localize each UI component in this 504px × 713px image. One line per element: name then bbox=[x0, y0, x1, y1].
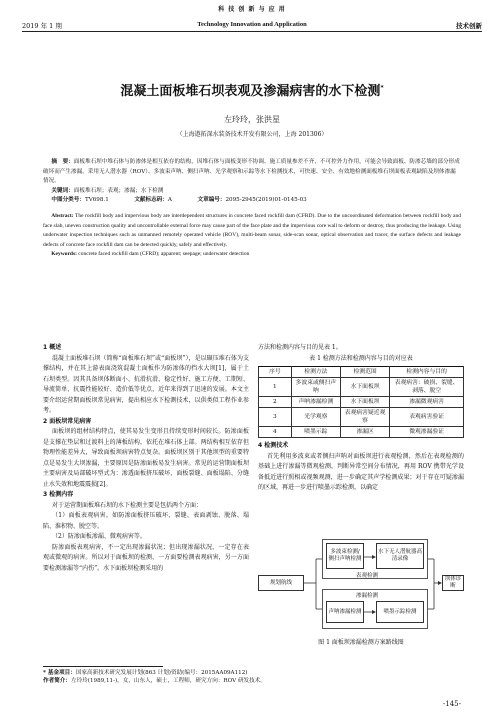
abstract-en bbox=[43, 212, 461, 260]
table-cell: 4 bbox=[259, 427, 292, 438]
doc-label: 文献标志码： bbox=[134, 197, 168, 204]
funding-text: 国家高新技术研究发展计划(863 计划)资助(编号：2015AA09A112) bbox=[75, 670, 248, 676]
paragraph-content-detail: 防渗面板表观病害，不一定出现渗漏状况；但出现渗漏状况，一定存在表观或微观的病害。所以对于面板坝的检测，一方面要检测表观病害，另一方面要检测渗漏等“内伤”。水下面板坝检测采用的 bbox=[43, 543, 249, 572]
cls-label: 中图分类号： bbox=[51, 197, 85, 204]
table-row bbox=[259, 427, 464, 438]
table-row bbox=[259, 408, 464, 427]
funding-note bbox=[43, 669, 461, 677]
abstract-en-label: Abstract: bbox=[51, 213, 74, 219]
abstract-cn-paragraph bbox=[43, 158, 461, 187]
rov-video-box: 水下无人潜航器高清录像 bbox=[376, 543, 424, 569]
table-cell: 渗漏区 bbox=[340, 427, 389, 438]
table-header-cell: 序号 bbox=[259, 367, 292, 378]
table-row bbox=[259, 378, 464, 397]
keywords-cn-text: 面板堆石坝；表观；渗漏；水下检测 bbox=[73, 187, 164, 194]
methods-table bbox=[258, 366, 464, 438]
author-bio-label: 作者简介： bbox=[43, 678, 71, 684]
funding-label: * 基金项目： bbox=[43, 670, 76, 676]
paragraph-content-intro: 对于运营期面板堆石坝的水下检测主要是包括两个方面： bbox=[52, 501, 203, 509]
article-no-label: 文章编号： bbox=[197, 197, 226, 204]
paragraph-table-intro: 方法和检测内容与目的见表 1。 bbox=[258, 344, 342, 351]
abstract-cn-label: 摘 要： bbox=[51, 159, 74, 165]
affiliation: （上海遨拓深水装备技术开发有限公司，上海 201306） bbox=[176, 131, 328, 138]
abstract-cn-text: 面板堆石坝中堆石体与防渗体是相互依存的结构，因堆石体与面板变形不协调、施工质量参差不齐，不可控外力作用，可能会导致面板、防渗芯墙的部分形成破坏而产生渗漏。采用无人潜水器（ROV）、多波束声呐、侧扫声呐、光学观察和示踪等水下检测技术，可快速、安全、有效地检测面板堆石坝面板表观缺陷及坝体渗漏情况。 bbox=[43, 159, 460, 185]
keywords-cn-label: 关键词： bbox=[51, 187, 74, 194]
footnote-rule bbox=[43, 666, 163, 667]
paragraph-item-2: （2）防渗面板渗漏、微观病害等。 bbox=[52, 533, 146, 540]
doc-value: A bbox=[167, 197, 172, 204]
author-bio-text: 左玲玲(1989,11-)，女，山东人，硕士，工程师，研究方向：ROV 研发技术。 bbox=[70, 678, 266, 684]
table-cell: 喷墨示踪 bbox=[291, 427, 340, 438]
table-row bbox=[259, 397, 464, 408]
table-cell: 表观病害：破损、裂缝、剥落、脱空 bbox=[390, 378, 464, 397]
table-cell: 3 bbox=[259, 408, 292, 427]
table-cell: 水下面板坝 bbox=[340, 397, 389, 408]
abstract-en-paragraph bbox=[43, 212, 461, 250]
abstract-cn bbox=[43, 158, 461, 206]
table-header-cell: 检测方法 bbox=[291, 367, 340, 378]
keywords-en-label: Keywords: bbox=[51, 251, 77, 258]
column-name: 技术创新 bbox=[456, 22, 482, 30]
paragraph-techniques: 首先利用多波束或者侧扫声呐对面板坝进行表观检测，然后在表观检测的基础上进行渗漏等微观检测，判断异常空间分布情况，再用 ROV 携带光学设备抵近进行照相或视频观测，进一步确定其声学检测成果；对于存在可疑渗漏的区域，再进一步进行喷墨示踪检测，以确定 bbox=[258, 452, 464, 491]
page-number: -145- bbox=[442, 700, 461, 708]
title-footnote-mark: * bbox=[380, 84, 384, 92]
table-cell: 表观病害疑近观察 bbox=[340, 408, 389, 427]
keywords-en-text: concrete faced rockfill dam (CFRD); apparent; seepage; underwater detection bbox=[78, 251, 250, 258]
table-cell: 光学观察 bbox=[291, 408, 340, 427]
section-heading-4: 4 检测技术 bbox=[258, 442, 289, 449]
table-cell: 2 bbox=[259, 397, 292, 408]
route-planning-box: 规划航线 bbox=[258, 575, 304, 591]
paragraph-item-1: （1）面板表观病害。如防渗面板挤压破坏、裂缝、表面剥蚀、脱落、塌陷、淮积物、脱空等。 bbox=[43, 512, 249, 530]
keywords-cn bbox=[43, 187, 461, 197]
sonar-inspection-box: 多波束检测/侧扫声呐检测 bbox=[326, 543, 364, 569]
body-right-column bbox=[258, 343, 464, 494]
table-cell: 表观病害验证 bbox=[390, 408, 464, 427]
journal-name-en: Technology Innovation and Application bbox=[197, 21, 307, 28]
body-left-column bbox=[43, 343, 249, 574]
cls-value: TV698.1 bbox=[84, 197, 109, 204]
ink-tracer-box: 喷墨示踪检测 bbox=[376, 601, 424, 623]
figure-caption: 图 1 面板坝渗漏检测方案路线图 bbox=[318, 639, 404, 646]
table-header-row bbox=[259, 367, 464, 378]
article-title-text: 混凝土面板堆石坝表观及渗漏病害的水下检测 bbox=[120, 84, 381, 99]
table-caption: 表 1 检测方法和检测内容与目的对应表 bbox=[309, 354, 413, 362]
sonar-leakage-box: 声呐渗漏检测 bbox=[326, 601, 364, 623]
table-cell: 微观渗漏验证 bbox=[390, 427, 464, 438]
section-heading-1: 1 概述 bbox=[43, 344, 62, 351]
header-rule bbox=[22, 31, 482, 32]
paragraph-overview: 混凝土面板堆石坝（简称“面板堆石坝”或“面板坝”），是以碾压堆石体为支撑结构，并在其上游表面浇筑混凝土面板作为防渗体的挡水大坝[1]，属于土石坝类型。因其具备坝体断面小、抗滑抗滑、稳定性好、施工方便、工期短、导流简单、抗震性能较好、造价低等优点，近年来得到了迅速的发展。本文主要介绍运营期面板坝常见病害，提出相应水下检测技术，以供类似工程作业参考。 bbox=[43, 354, 249, 414]
section-heading-2: 2 面板坝常见病害 bbox=[43, 417, 92, 425]
journal-name: 科 技 创 新 与 应 用 bbox=[218, 6, 286, 13]
flow-diagram bbox=[258, 533, 464, 633]
section-heading-3: 3 检测内容 bbox=[43, 491, 74, 498]
table-header-cell: 检测内容与目的 bbox=[390, 367, 464, 378]
table-header-cell: 检测范围 bbox=[340, 367, 389, 378]
table-cell: 声呐渗漏检测 bbox=[291, 397, 340, 408]
paragraph-defects: 面板坝的组材结构特点，使其易发生变形且持续变形时间较长。防渗面板是支撑在垫层和过渡料上的薄板结构，依托在堆石体上部。两结构相互依存但物理性能差异大，导致面板坝病害特点复杂。面板坝区别于其他坝型的重要特点是易发生大坝渗漏，主要原因是防渗面板易发生病害。常见的运营期面板坝主要病害及局部破坏型式为：渗透面板挤压破坏、面板裂缝、面板塌陷、分缝止水失效和地震震损[2]。 bbox=[43, 428, 249, 488]
article-no-value: 2095-2945(2019)01-0145-03 bbox=[225, 197, 307, 204]
article-title bbox=[0, 80, 504, 99]
footnote bbox=[43, 669, 461, 685]
issue-date: 2019 年 1 期 bbox=[22, 22, 62, 30]
abstract-en-text: The rockfill body and impervious body are interdependent structures in concrete faced rockfill dam (CFRD). Due to the uncoordinated deformation between rockfill body and face slab, uneven construction quality and uncontrollable external force may cause part of the face plate and the impervious core wall to deform or destroy, thus producing the leakage. Using underwater inspection techniques such as unmanned remotely operated vehicle (ROV), multi-beam sonar, side-scan sonar, optical observation and tracer, the surface defects and leakage defects of concrete face rockfill dam can be detected quickly, safely and effectively. bbox=[43, 213, 462, 248]
table-cell: 水下面板坝 bbox=[340, 378, 389, 397]
dam-diagnosis-box: 坝体诊断 bbox=[442, 575, 464, 591]
table-cell: 多波束或侧扫声呐 bbox=[291, 378, 340, 397]
authors: 左玲玲，张洪星 bbox=[224, 115, 280, 124]
table-cell: 渗漏微观病害 bbox=[390, 397, 464, 408]
author-bio bbox=[43, 677, 461, 685]
keywords-en bbox=[43, 250, 461, 260]
table-cell: 1 bbox=[259, 378, 292, 397]
surface-inspection-label: 表观检测 bbox=[356, 573, 379, 579]
leakage-inspection-label: 渗漏检测 bbox=[356, 593, 379, 599]
classification-line bbox=[43, 196, 461, 206]
